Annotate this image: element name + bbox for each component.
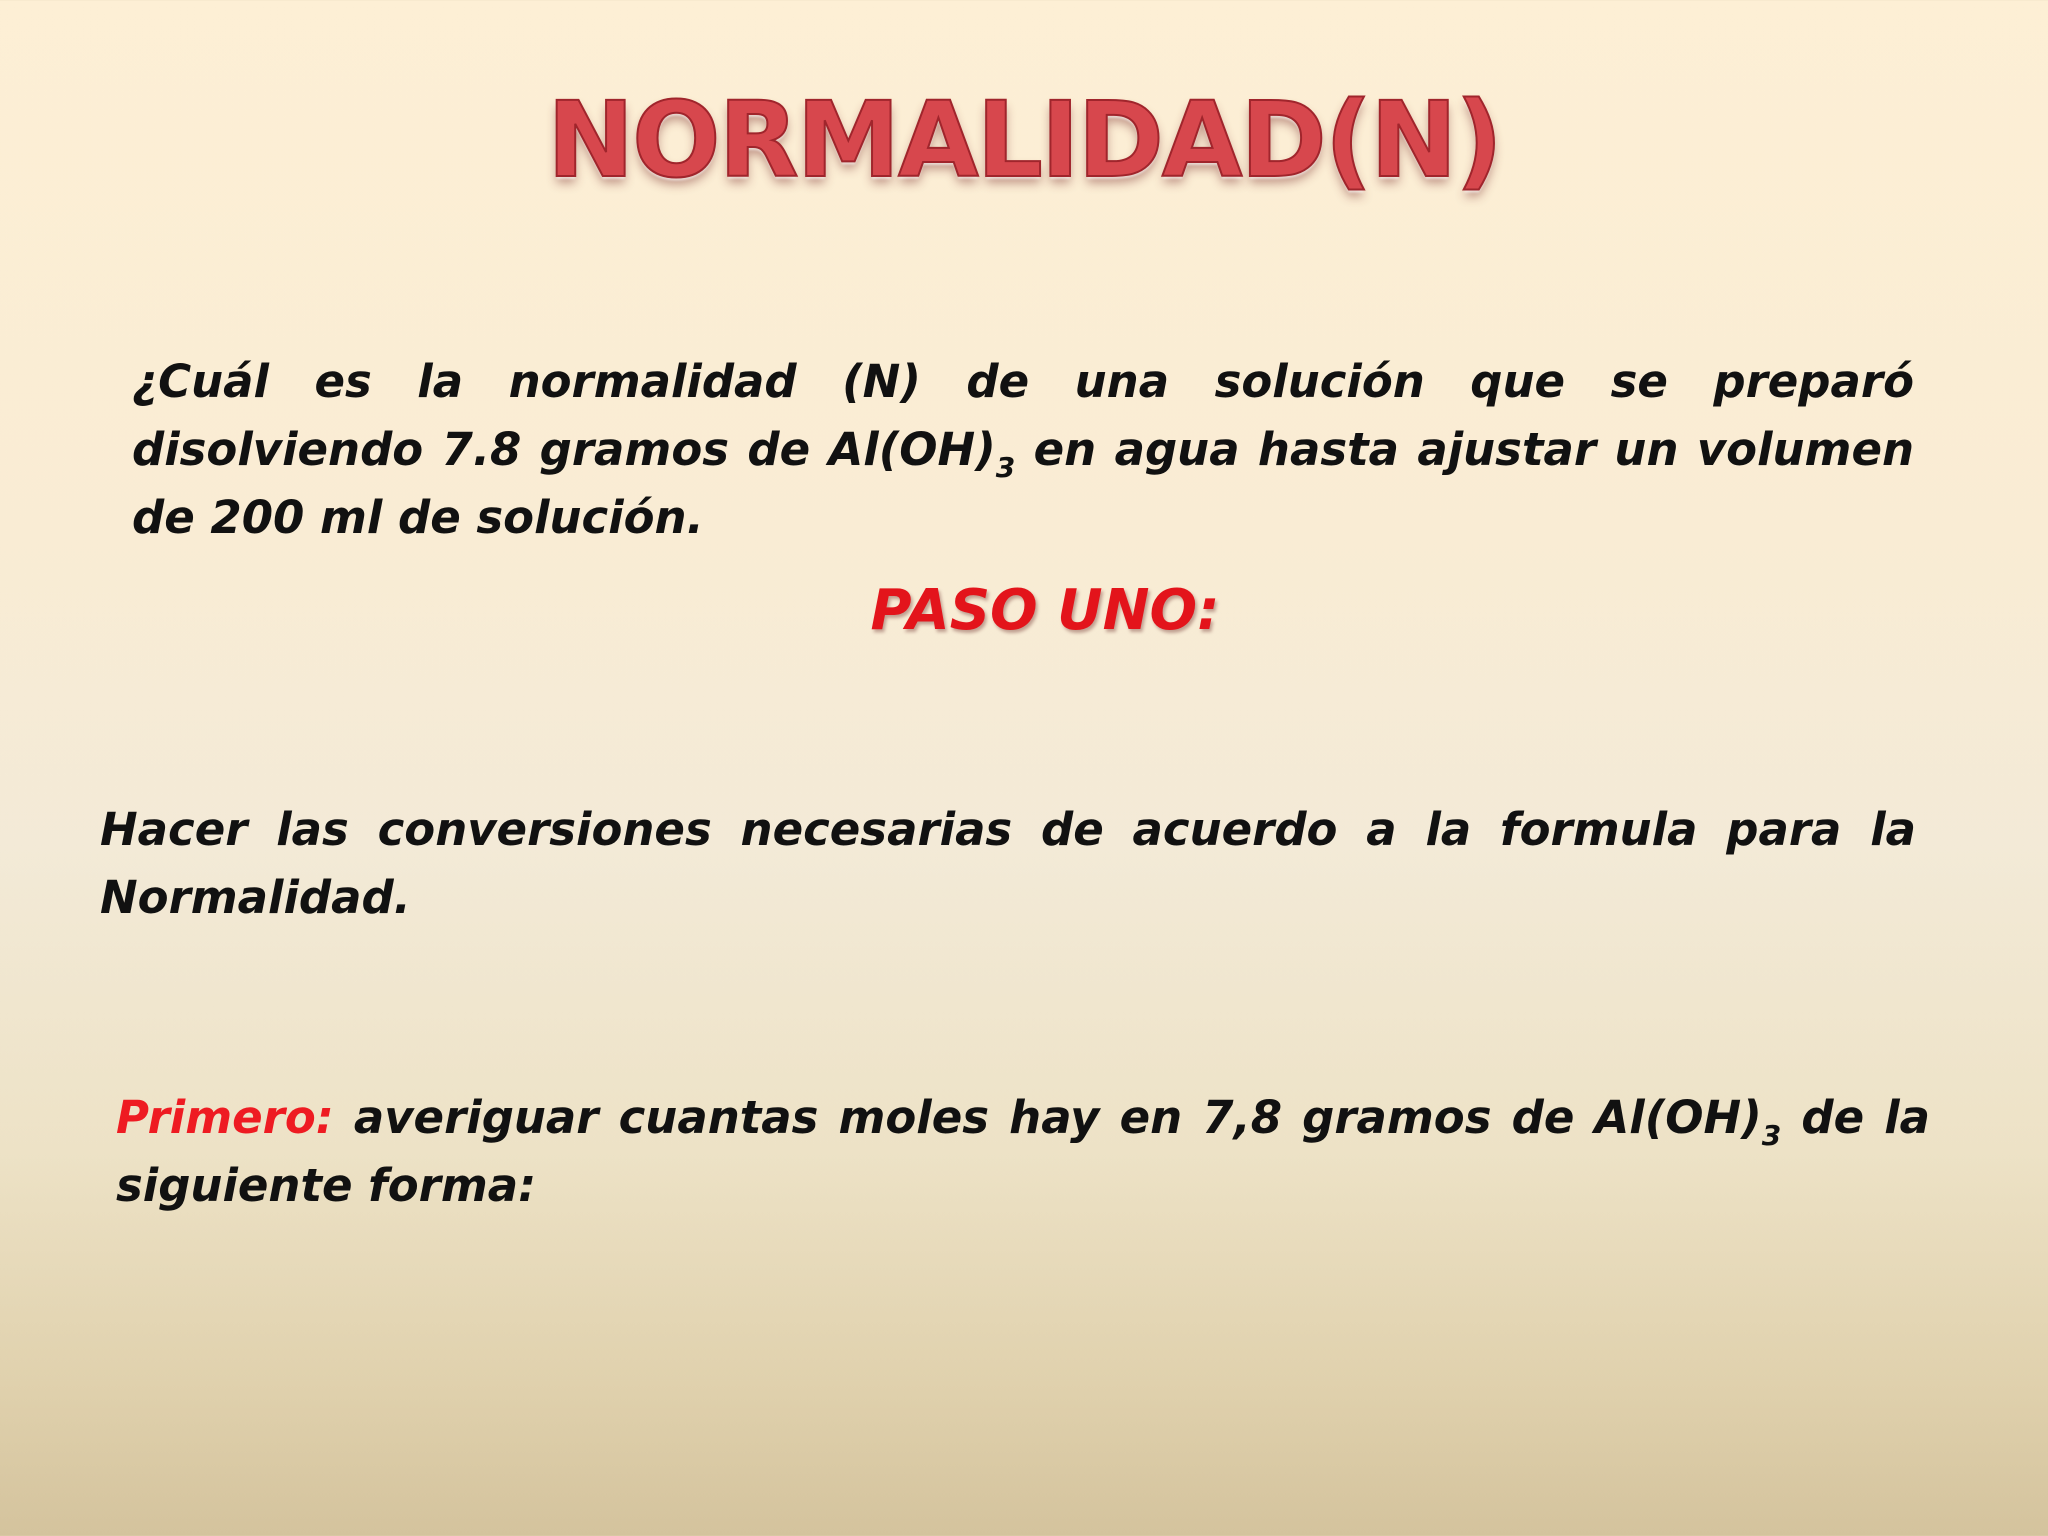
slide-title: NORMALIDAD(N): [547, 79, 1501, 201]
question-paragraph: [132, 348, 1914, 552]
first-step-subscript: 3: [1761, 1119, 1782, 1152]
question-subscript: 3: [995, 451, 1016, 484]
first-step-label: Primero:: [116, 1091, 334, 1144]
first-step-text-start: averiguar cuantas moles hay en 7,8 gramos de Al(OH): [333, 1091, 1762, 1144]
first-step-text-end: de la siguiente forma:: [116, 1091, 1931, 1212]
first-step-paragraph: [116, 1084, 1930, 1220]
step-heading: PASO UNO:: [870, 578, 1220, 643]
question-text-start: ¿Cuál es la normalidad (N) de una solución que se preparó disolviendo 7.8 gramos de Al(OH): [132, 355, 1914, 476]
instruction-paragraph: Hacer las conversiones necesarias de acuerdo a la formula para la Normalidad.: [100, 803, 1916, 924]
question-text-end: en agua hasta ajustar un volumen de 200 ml de solución.: [132, 423, 1915, 544]
